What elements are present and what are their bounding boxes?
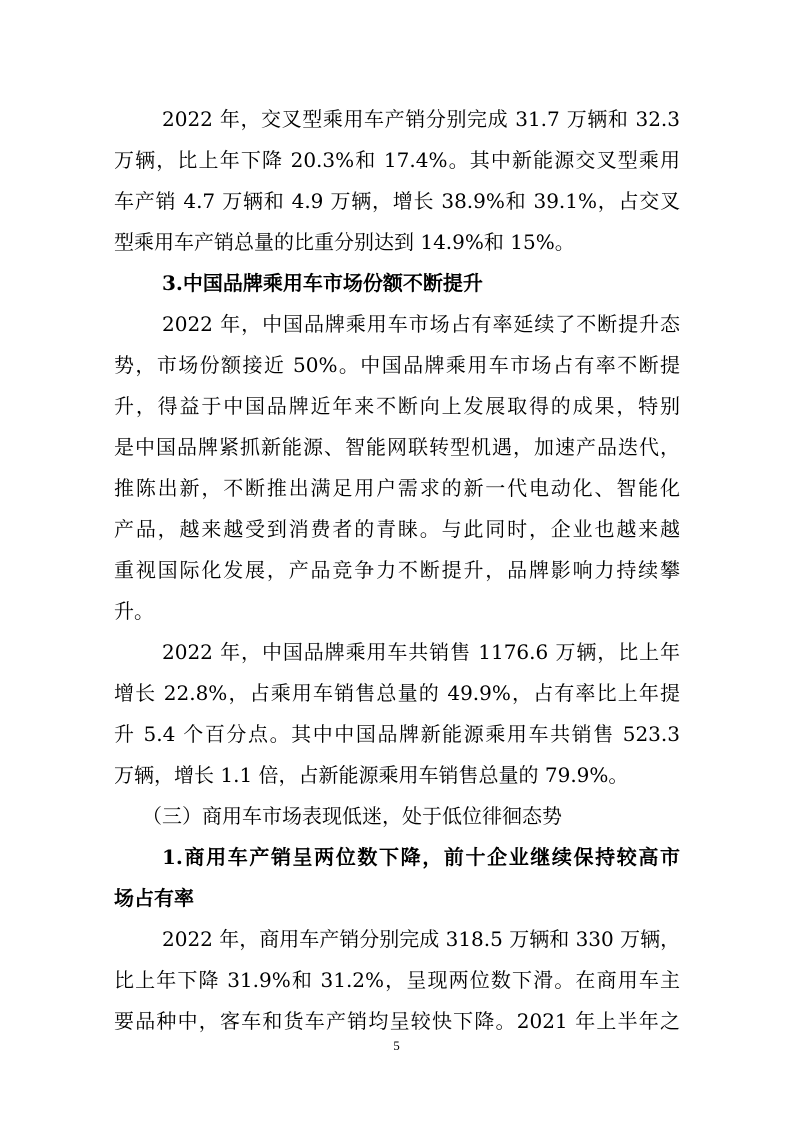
- paragraph-line: 车产销 4.7 万辆和 4.9 万辆，增长 38.9%和 39.1%，占交叉: [114, 189, 680, 213]
- paragraph-line: 2022 年，商用车产销分别完成 318.5 万辆和 330 万辆，: [162, 927, 681, 951]
- paragraph-line: 是中国品牌紧抓新能源、智能网联转型机遇，加速产品迭代，: [114, 435, 680, 459]
- paragraph-line: 推陈出新，不断推出满足用户需求的新一代电动化、智能化: [114, 476, 680, 500]
- paragraph-line: 升，得益于中国品牌近年来不断向上发展取得的成果，特别: [114, 394, 680, 418]
- paragraph-line: 型乘用车产销总量的比重分别达到 14.9%和 15%。: [114, 230, 575, 254]
- paragraph-line: 势，市场份额接近 50%。中国品牌乘用车市场占有率不断提: [114, 353, 680, 377]
- subsection-heading: 场占有率: [114, 886, 194, 910]
- paragraph-line: 2022 年，中国品牌乘用车共销售 1176.6 万辆，比上年: [162, 640, 680, 664]
- paragraph-line: 2022 年，中国品牌乘用车市场占有率延续了不断提升态: [162, 312, 680, 336]
- paragraph-line: 重视国际化发展，产品竞争力不断提升，品牌影响力持续攀: [114, 558, 680, 582]
- paragraph-line: 增长 22.8%，占乘用车销售总量的 49.9%，占有率比上年提: [114, 681, 680, 705]
- paragraph-line: 2022 年，交叉型乘用车产销分别完成 31.7 万辆和 32.3: [162, 107, 680, 131]
- paragraph-line: 万辆，增长 1.1 倍，占新能源乘用车销售总量的 79.9%。: [114, 763, 629, 787]
- paragraph-line: 升 5.4 个百分点。其中中国品牌新能源乘用车共销售 523.3: [114, 722, 680, 746]
- paragraph-line: 升。: [114, 599, 154, 623]
- page-number: 5: [393, 1038, 400, 1053]
- section-heading: （三）商用车市场表现低迷，处于低位徘徊态势: [142, 804, 562, 828]
- paragraph-line: 产品，越来越受到消费者的青睐。与此同时，企业也越来越: [114, 517, 680, 541]
- paragraph-line: 要品种中，客车和货车产销均呈较快下降。2021 年上半年之: [114, 1009, 680, 1033]
- paragraph-line: 万辆，比上年下降 20.3%和 17.4%。其中新能源交叉型乘用: [114, 148, 680, 172]
- paragraph-line: 比上年下降 31.9%和 31.2%，呈现两位数下滑。在商用车主: [114, 968, 680, 992]
- section-heading: 3.中国品牌乘用车市场份额不断提升: [162, 271, 483, 295]
- subsection-heading: 1.商用车产销呈两位数下降，前十企业继续保持较高市: [162, 845, 680, 869]
